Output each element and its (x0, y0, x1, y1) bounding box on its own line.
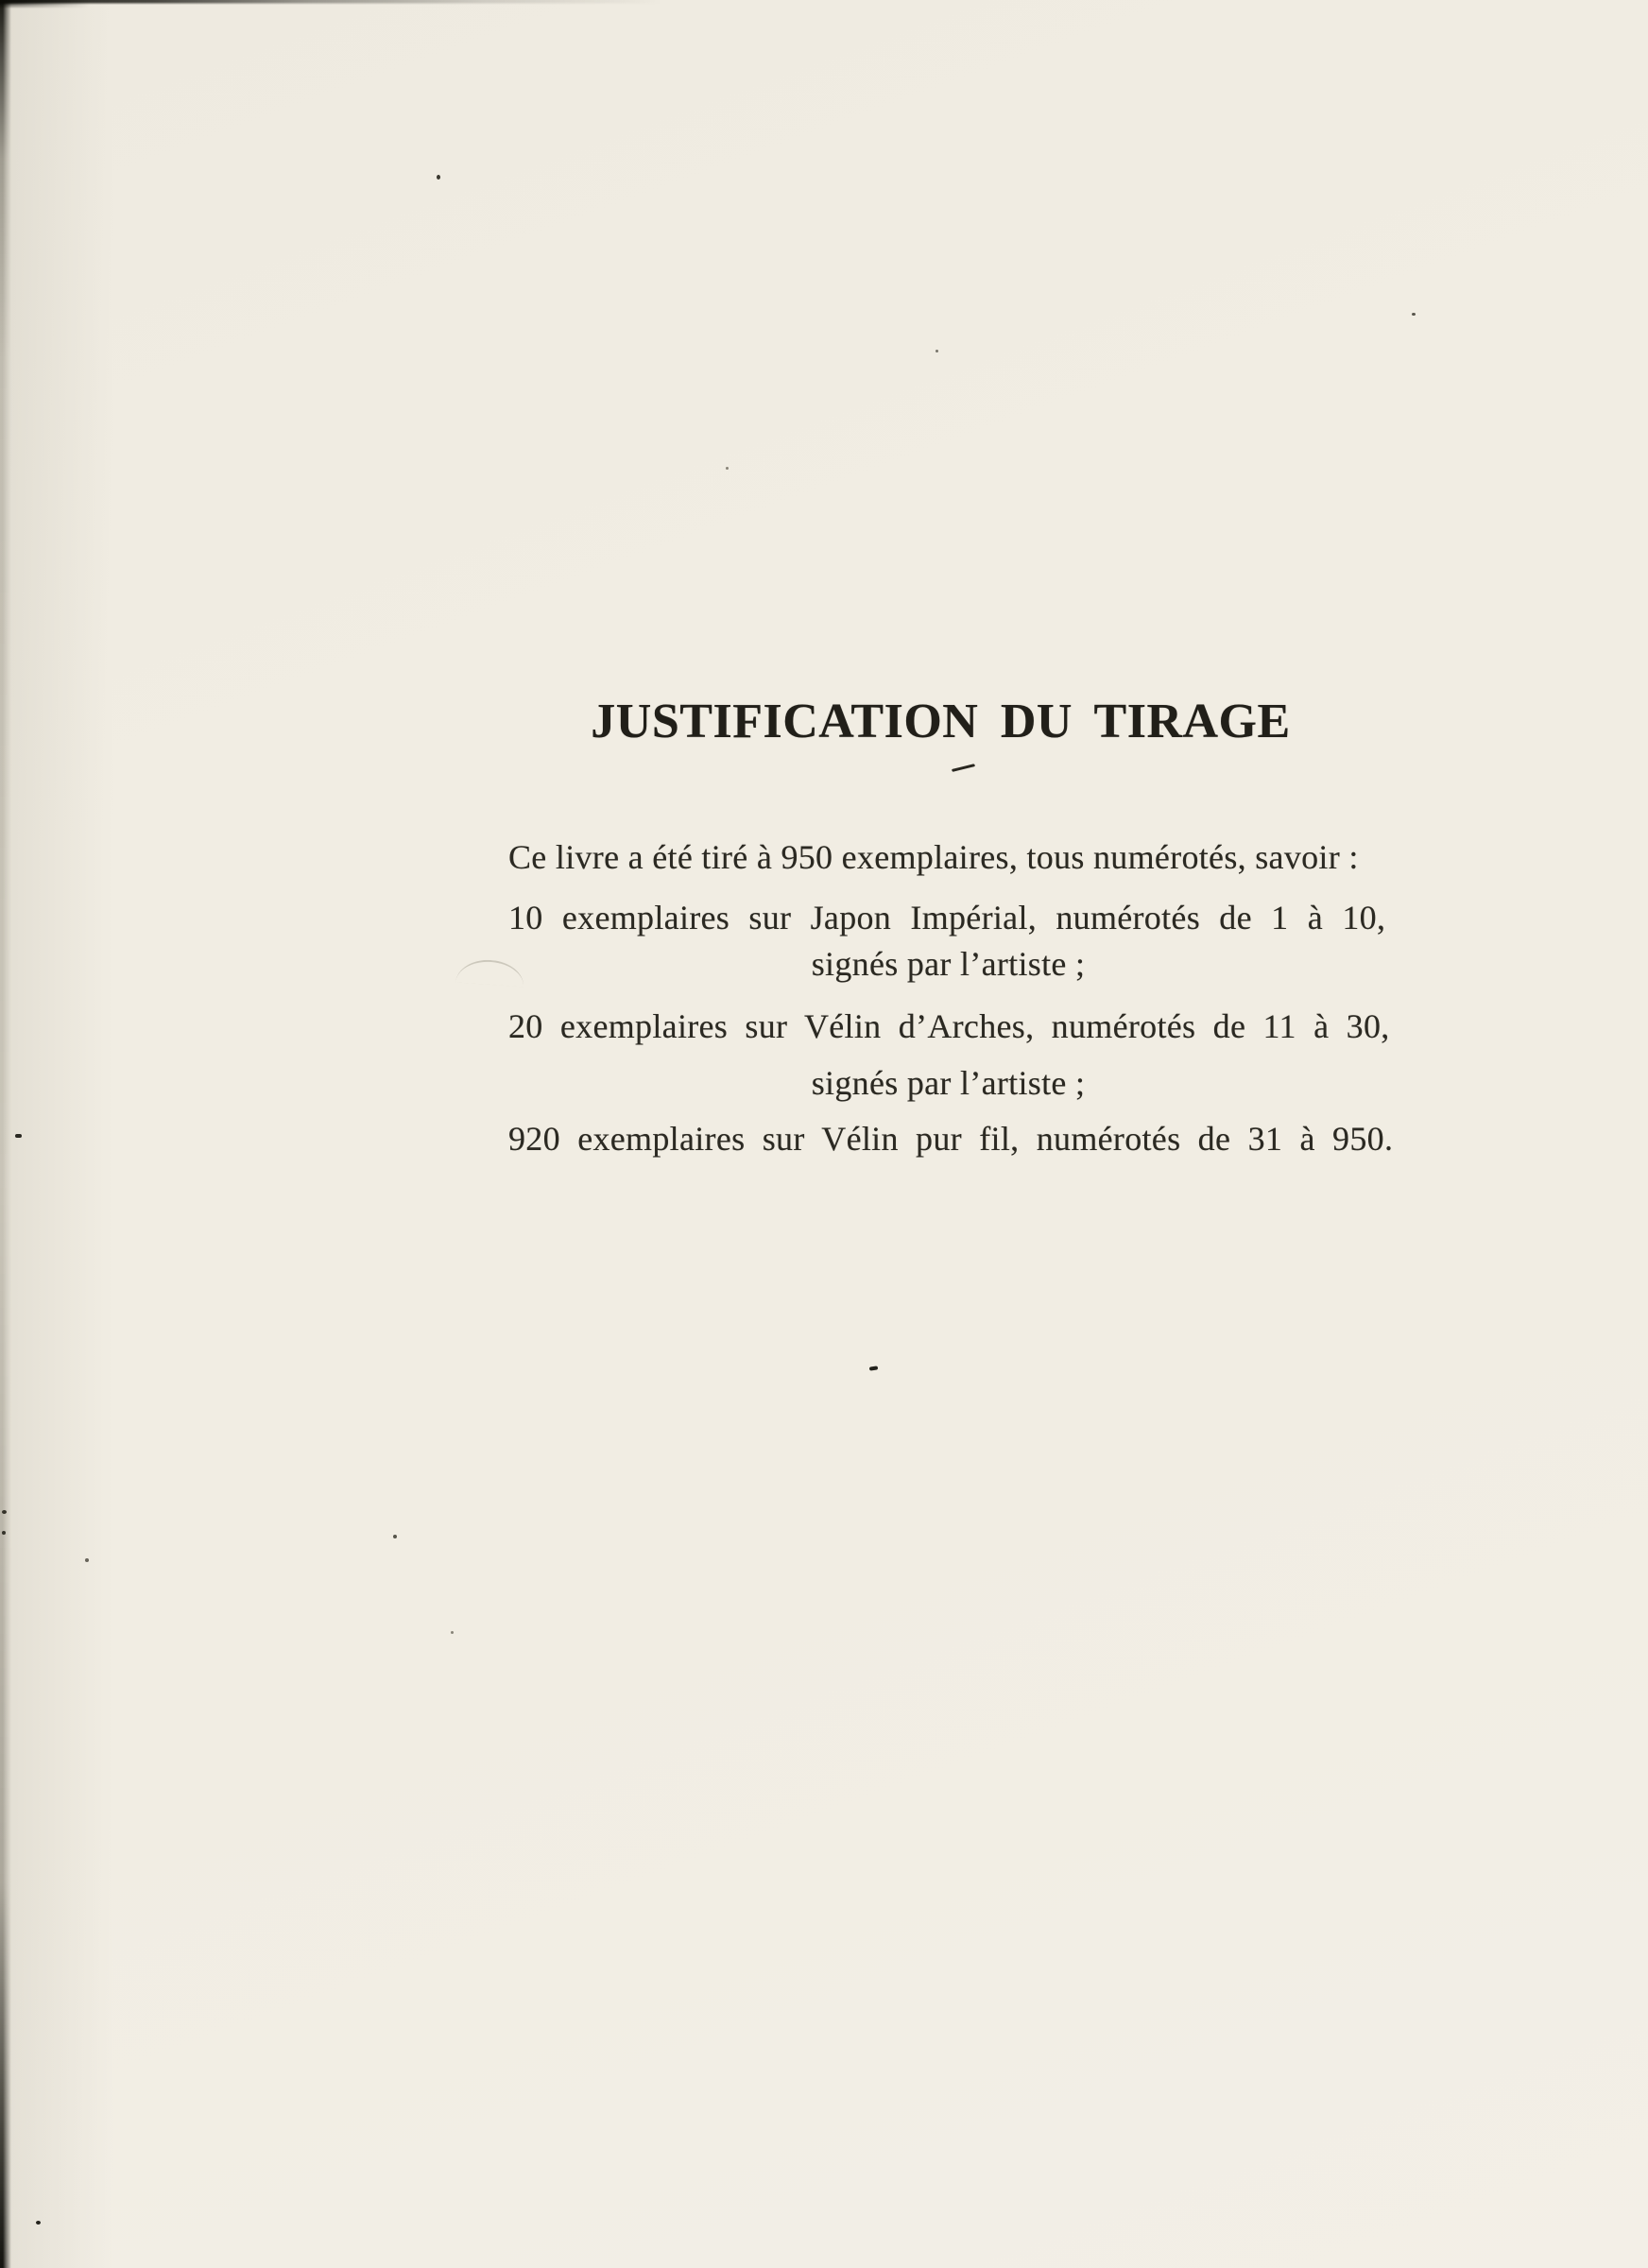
tilde-ornament (952, 764, 975, 772)
scan-speck (2, 1510, 7, 1514)
limitation-line-velin: 920 exemplaires sur Vélin pur fil, numérotés de 31 à 950. (508, 1120, 1394, 1158)
scan-speck (15, 1134, 22, 1138)
scan-edge-left (0, 0, 11, 2268)
limitation-line-total: Ce livre a été tiré à 950 exemplaires, tous numérotés, savoir : (508, 838, 1359, 876)
scan-edge-top (0, 0, 690, 5)
scan-speck (1412, 313, 1416, 316)
scan-scratch (455, 958, 525, 988)
scan-speck (85, 1558, 89, 1562)
scan-edge-top-corner (0, 0, 90, 9)
scan-speck (451, 1631, 454, 1634)
scan-speck (726, 467, 729, 470)
limitation-line-signed-1: signés par l’artiste ; (811, 945, 1086, 983)
limitation-line-japon: 10 exemplaires sur Japon Impérial, numérotés de 1 à 10, (508, 899, 1386, 936)
limitation-line-arches: 20 exemplaires sur Vélin d’Arches, numérotés de 11 à 30, (508, 1007, 1390, 1045)
scan-speck (936, 350, 938, 352)
page-title: JUSTIFICATION DU TIRAGE (591, 694, 1291, 748)
scan-speck (36, 2221, 41, 2225)
scan-speck (869, 1366, 878, 1370)
scan-speck (437, 175, 440, 180)
scan-speck (2, 1531, 6, 1535)
scan-speck (393, 1535, 397, 1538)
limitation-line-signed-2: signés par l’artiste ; (811, 1064, 1086, 1102)
